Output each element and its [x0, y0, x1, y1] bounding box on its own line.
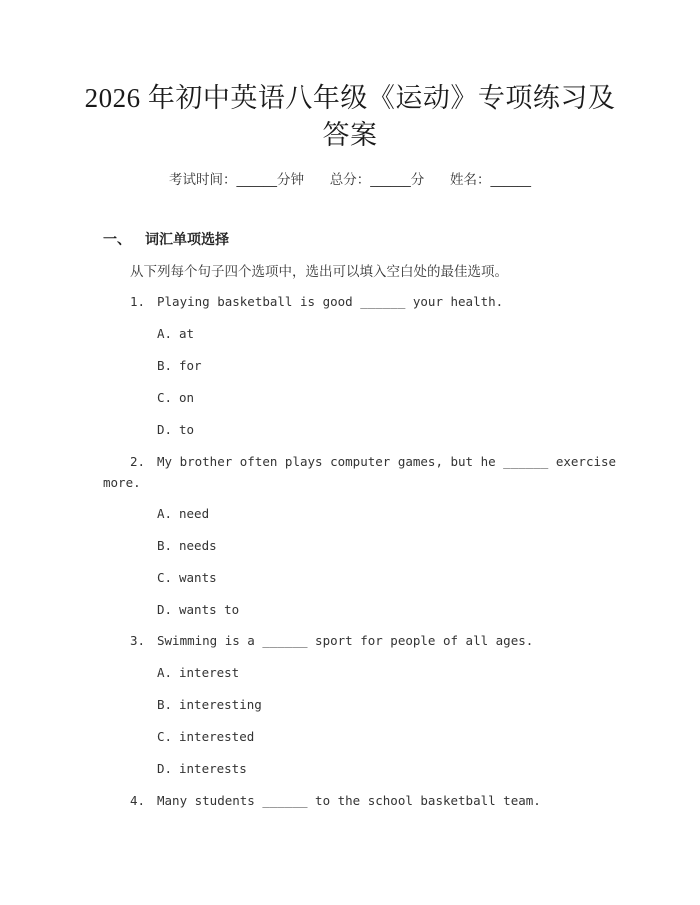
option-letter: A. [157, 665, 173, 680]
exam-info-line [0, 168, 700, 188]
option-text: interests [179, 761, 247, 776]
option-letter: C. [157, 390, 173, 405]
option-letter: B. [157, 538, 173, 553]
option-text: interesting [179, 697, 262, 712]
exam-time-label: 考试时间：______分钟 [169, 172, 304, 188]
question-3-option-b[interactable] [157, 697, 262, 712]
section-heading [103, 229, 229, 249]
option-text: interest [179, 665, 240, 680]
question-2-option-a[interactable] [157, 506, 209, 521]
question-number: 2. [130, 454, 146, 469]
question-text: Swimming is a ______ sport for people of all ages. [157, 633, 534, 648]
question-3-option-a[interactable] [157, 665, 239, 680]
section-instructions: 从下列每个句子四个选项中，选出可以填入空白处的最佳选项。 [130, 264, 508, 280]
question-text: Many students ______ to the school basketball team. [157, 793, 541, 808]
option-letter: D. [157, 422, 173, 437]
question-1-option-d[interactable] [157, 422, 194, 437]
option-letter: B. [157, 697, 173, 712]
question-1-option-b[interactable] [157, 358, 202, 373]
question-1-option-c[interactable] [157, 390, 194, 405]
section-number: 一、 [103, 232, 131, 248]
question-1 [130, 294, 503, 309]
option-letter: A. [157, 506, 173, 521]
option-text: on [179, 390, 195, 405]
question-number: 3. [130, 633, 146, 648]
document-title [0, 80, 700, 154]
question-2-continuation: more. [103, 475, 141, 490]
question-3 [130, 633, 533, 648]
question-number: 1. [130, 294, 146, 309]
question-text: My brother often plays computer games, but he ______ exercise [157, 454, 617, 469]
option-text: wants [179, 570, 217, 585]
question-2 [130, 454, 616, 469]
question-2-option-d[interactable] [157, 602, 239, 617]
option-text: wants to [179, 602, 240, 617]
option-letter: C. [157, 729, 173, 744]
option-text: at [179, 326, 195, 341]
option-letter: A. [157, 326, 173, 341]
option-letter: C. [157, 570, 173, 585]
option-letter: D. [157, 761, 173, 776]
option-text: for [179, 358, 202, 373]
title-line-2: 答案 [322, 120, 378, 150]
question-text: Playing basketball is good ______ your health. [157, 294, 504, 309]
total-score-label: 总分：______分 [329, 172, 425, 188]
option-text: interested [179, 729, 255, 744]
question-3-option-c[interactable] [157, 729, 254, 744]
question-2-option-b[interactable] [157, 538, 217, 553]
option-text: to [179, 422, 195, 437]
student-name-label: 姓名：______ [450, 172, 531, 188]
option-text: needs [179, 538, 217, 553]
question-1-option-a[interactable] [157, 326, 194, 341]
option-text: need [179, 506, 210, 521]
question-4 [130, 793, 541, 808]
section-title: 词汇单项选择 [145, 232, 229, 248]
question-2-option-c[interactable] [157, 570, 217, 585]
option-letter: B. [157, 358, 173, 373]
option-letter: D. [157, 602, 173, 617]
title-line-1: 2026 年初中英语八年级《运动》专项练习及 [84, 83, 616, 113]
question-3-option-d[interactable] [157, 761, 247, 776]
question-number: 4. [130, 793, 146, 808]
